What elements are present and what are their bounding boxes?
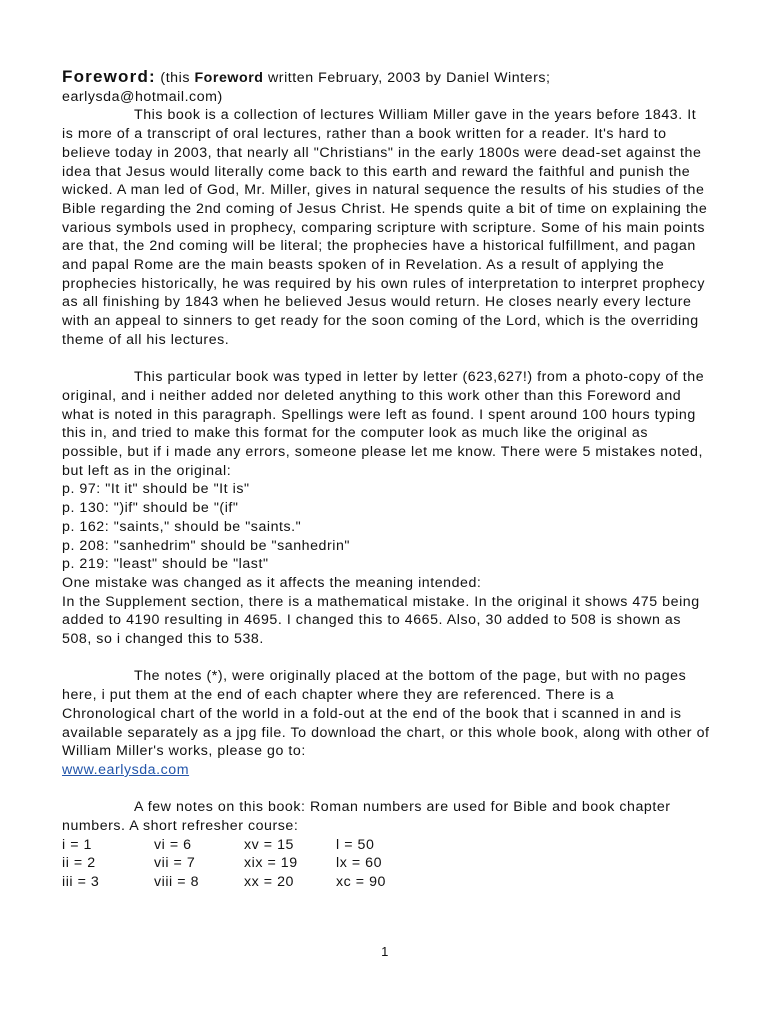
mistake-item: p. 208: "sanhedrim" should be "sanhedrin" (62, 537, 350, 554)
roman-cell: lx = 60 (336, 855, 383, 872)
supplement-note: In the Supplement section, there is a mathematical mistake. In the original it shows 475 being added to 4190 resulting in 4695. I changed this to 4665. Also, 30 added to 508 is shown as 508, so i changed this to 538. (62, 593, 700, 648)
roman-row (62, 854, 710, 873)
foreword-intro-post: written February, 2003 by Daniel Winters; (263, 70, 551, 86)
link-line (62, 761, 710, 780)
roman-cell: viii = 8 (154, 874, 200, 891)
mistake-item: p. 219: "least" should be "last" (62, 556, 269, 573)
mistake-item: p. 130: ")if" should be "(if" (62, 500, 239, 517)
mistake-item: p. 162: "saints," should be "saints." (62, 518, 302, 535)
page-number: 1 (381, 944, 389, 959)
foreword-email-line: earlysda@hotmail.com) (62, 88, 223, 105)
roman-cell: xx = 20 (244, 874, 294, 891)
paragraph-gap (62, 350, 710, 369)
roman-cell: iii = 3 (62, 874, 100, 891)
roman-cell: xc = 90 (336, 874, 386, 891)
roman-cell: ii = 2 (62, 855, 96, 872)
foreword-intro (62, 68, 710, 88)
paragraph-roman-intro: A few notes on this book: Roman numbers are used for Bible and book chapter numbers. A short refresher course: (62, 799, 671, 835)
roman-cell: xv = 15 (244, 836, 294, 853)
foreword-intro-pre: (this (155, 70, 195, 86)
roman-cell: i = 1 (62, 836, 92, 853)
roman-cell: vi = 6 (154, 836, 192, 853)
document-page (62, 68, 710, 892)
roman-row (62, 836, 710, 855)
roman-cell: xix = 19 (244, 855, 298, 872)
roman-row (62, 873, 710, 892)
roman-cell: vii = 7 (154, 855, 196, 872)
foreword-heading: Foreword: (62, 67, 156, 86)
earlysda-link[interactable]: www.earlysda.com (62, 761, 190, 778)
paragraph-gap (62, 780, 710, 799)
paragraph-notes: The notes (*), were originally placed at the bottom of the page, but with no pages here, i put them at the end of each chapter where they are referenced. There is a Chronological chart of the world in a fold-out at the end of the book that i scanned in and is available separately as a jpg file. To download the chart, or this whole book, along with other of William Miller's works, please go to: (62, 668, 710, 760)
paragraph-gap (62, 649, 710, 668)
changed-note: One mistake was changed as it affects the meaning intended: (62, 574, 482, 591)
paragraph-typing: This particular book was typed in letter by letter (623,627!) from a photo-copy of the original, and i neither added nor deleted anything to this work other than this Foreword and what is noted in this paragraph. Spellings were left as found. I spent around 100 hours typing this in, and tried to make this format for the computer look as much like the original as possible, but if i made any errors, someone please let me know. There were 5 mistakes noted, but left as in the original: (62, 369, 705, 479)
paragraph-collection: This book is a collection of lectures William Miller gave in the years before 1843. It is more of a transcript of oral lectures, rather than a book written for a reader. It's hard to believe today in 2003, that nearly all "Christians" in the early 1800s were dead-set against the idea that Jesus would literally come back to this earth and reward the faithful and punish the wicked. A man led of God, Mr. Miller, gives in natural sequence the results of his studies of the Bible regarding the 2nd coming of Jesus Christ. He spends quite a bit of time on explaining the various symbols used in prophecy, comparing scripture with scripture. Some of his main points are that, the 2nd coming will be literal; the prophecies have a historical fulfillment, and pagan and papal Rome are the main beasts spoken of in Revelation. As a result of applying the prophecies historically, he was required by his own rules of interpretation to interpret prophecy as all finishing by 1843 when he believed Jesus would return. He closes nearly every lecture with an appeal to sinners to get ready for the soon coming of the Lord, which is the overriding theme of all his lectures. (62, 107, 708, 348)
foreword-intro-bold: Foreword (194, 70, 264, 86)
roman-cell: l = 50 (336, 836, 375, 853)
mistake-item: p. 97: "It it" should be "It is" (62, 481, 250, 498)
